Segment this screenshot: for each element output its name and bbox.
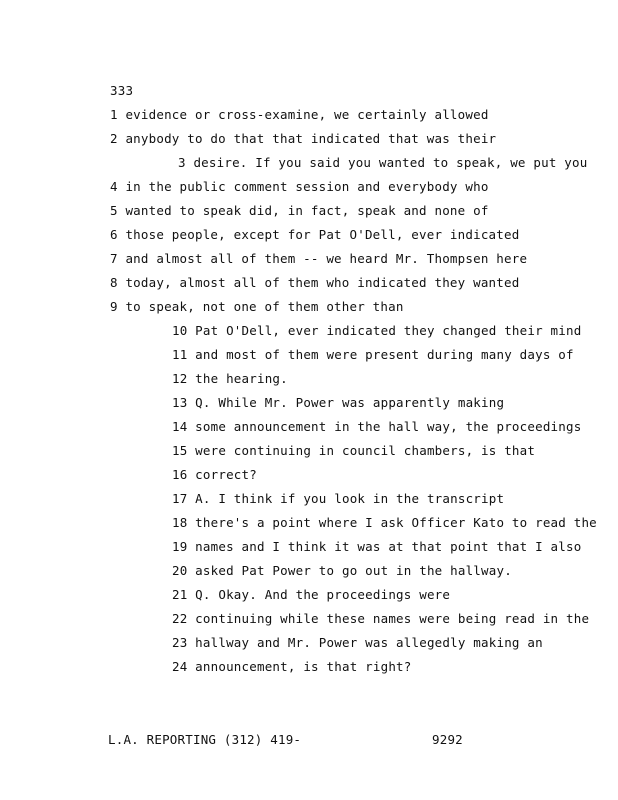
- transcript-line-7: 7 and almost all of them -- we heard Mr. Thompsen here: [110, 251, 528, 266]
- transcript-line-24: 24 announcement, is that right?: [172, 659, 412, 674]
- transcript-line-2: 2 anybody to do that that indicated that was their: [110, 131, 497, 146]
- footer-reporter: L.A. REPORTING (312) 419-: [108, 732, 302, 747]
- transcript-line-21: 21 Q. Okay. And the proceedings were: [172, 587, 451, 602]
- transcript-line-4: 4 in the public comment session and everybody who: [110, 179, 489, 194]
- transcript-line-18: 18 there's a point where I ask Officer Kato to read the: [172, 515, 597, 530]
- transcript-line-3: 3 desire. If you said you wanted to speak, we put you: [178, 155, 588, 170]
- transcript-line-6: 6 those people, except for Pat O'Dell, ever indicated: [110, 227, 520, 242]
- transcript-line-22: 22 continuing while these names were being read in the: [172, 611, 590, 626]
- footer-number: 9292: [432, 732, 463, 747]
- page-number: 333: [110, 83, 134, 98]
- transcript-line-11: 11 and most of them were present during many days of: [172, 347, 574, 362]
- transcript-line-17: 17 A. I think if you look in the transcript: [172, 491, 505, 506]
- transcript-line-10: 10 Pat O'Dell, ever indicated they changed their mind: [172, 323, 582, 338]
- transcript-line-19: 19 names and I think it was at that point that I also: [172, 539, 582, 554]
- transcript-line-1: 1 evidence or cross-examine, we certainly allowed: [110, 107, 489, 122]
- transcript-line-9: 9 to speak, not one of them other than: [110, 299, 404, 314]
- transcript-line-12: 12 the hearing.: [172, 371, 288, 386]
- transcript-line-8: 8 today, almost all of them who indicated they wanted: [110, 275, 520, 290]
- transcript-line-23: 23 hallway and Mr. Power was allegedly making an: [172, 635, 543, 650]
- transcript-line-5: 5 wanted to speak did, in fact, speak and none of: [110, 203, 489, 218]
- transcript-line-15: 15 were continuing in council chambers, is that: [172, 443, 536, 458]
- transcript-line-16: 16 correct?: [172, 467, 257, 482]
- transcript-line-14: 14 some announcement in the hall way, the proceedings: [172, 419, 582, 434]
- transcript-line-13: 13 Q. While Mr. Power was apparently making: [172, 395, 505, 410]
- transcript-line-20: 20 asked Pat Power to go out in the hallway.: [172, 563, 512, 578]
